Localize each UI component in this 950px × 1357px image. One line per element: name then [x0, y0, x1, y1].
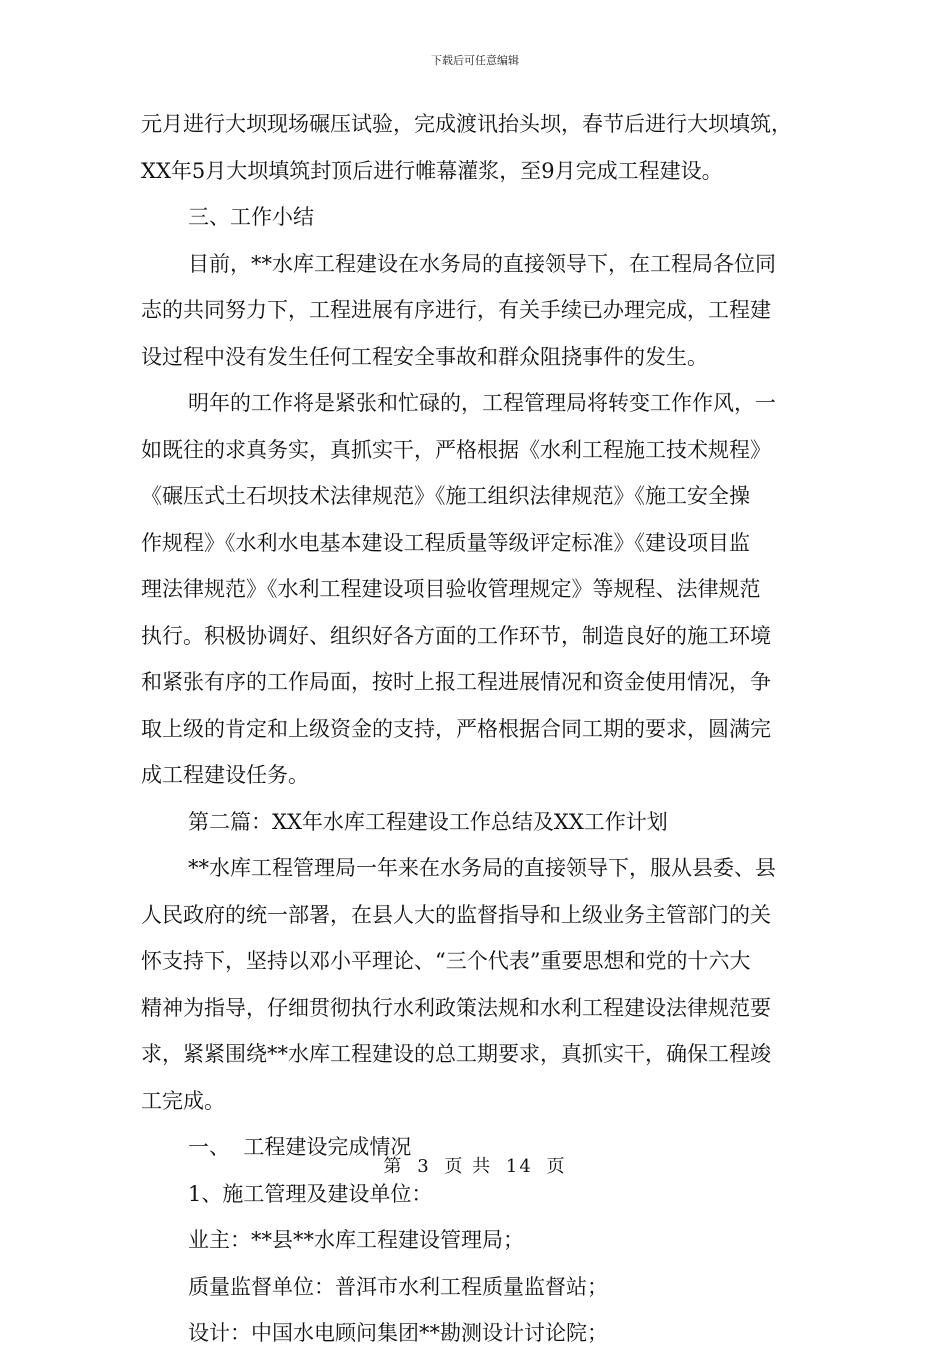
body-line: 元月进行大坝现场碾压试验，完成渡讯抬头坝，春节后进行大坝填筑， [141, 112, 792, 136]
body-line: 怀支持下，坚持以邓小平理论、“三个代表”重要思想和党的十六大 [141, 949, 751, 973]
body-line: 设过程中没有发生任何工程安全事故和群众阻挠事件的发生。 [141, 344, 708, 369]
body-line: 作规程》《水利水电基本建设工程质量等级评定标准》《建设项目监 [141, 530, 750, 555]
section-heading: 三、工作小结 [188, 205, 314, 229]
article-title: 第二篇：XX年水库工程建设工作总结及XX工作计划 [188, 809, 668, 834]
page-header: 下载后可任意编辑 [431, 54, 519, 67]
section-heading: 一、 工程建设完成情况 [188, 1135, 412, 1159]
body-line: 和紧张有序的工作局面，按时上报工程进展情况和资金使用情况，争 [141, 670, 771, 694]
subsection-heading: 1、施工管理及建设单位： [188, 1181, 433, 1206]
footer-suffix: 页 [546, 1156, 567, 1177]
total-pages: 14 [505, 1156, 533, 1177]
body-line: 理法律规范》《水利工程建设项目验收管理规定》等规程、法律规范 [141, 577, 761, 601]
footer-prefix: 第 [383, 1156, 404, 1177]
body-line: **水库工程管理局一年来在水务局的直接领导下，服从县委、县 [188, 856, 776, 880]
list-item: 质量监督单位：普洱市水利工程质量监督站； [188, 1274, 608, 1299]
body-line: 成工程建设任务。 [141, 763, 309, 787]
list-item: 设计：中国水电顾问集团**勘测设计讨论院； [188, 1321, 608, 1345]
list-item: 业主：**县**水库工程建设管理局； [188, 1228, 524, 1252]
body-line: 执行。积极协调好、组织好各方面的工作环节，制造良好的施工环境 [141, 623, 771, 648]
body-line: 精神为指导，仔细贯彻执行水利政策法规和水利工程建设法律规范要 [141, 995, 771, 1020]
page-footer [0, 1152, 950, 1178]
body-line: 取上级的肯定和上级资金的支持，严格根据合同工期的要求，圆满完 [141, 716, 771, 741]
body-line: 志的共同努力下，工程进展有序进行，有关手续已办理完成，工程建 [141, 298, 771, 322]
body-line: 明年的工作将是紧张和忙碌的，工程管理局将转变工作作风，一 [188, 391, 776, 415]
body-line: 求，紧紧围绕**水库工程建设的总工期要求，真抓实干，确保工程竣 [141, 1042, 771, 1066]
body-line: 如既往的求真务实，真抓实干，严格根据《水利工程施工技术规程》 [141, 437, 771, 462]
body-line: 人民政府的统一部署，在县人大的监督指导和上级业务主管部门的关 [141, 902, 771, 927]
page-number: 3 [417, 1156, 431, 1177]
body-line: XX年5月大坝填筑封顶后进行帷幕灌浆，至9月完成工程建设。 [141, 158, 723, 183]
footer-middle: 页 共 [444, 1156, 493, 1177]
body-line: 工完成。 [141, 1088, 225, 1113]
body-line: 目前，**水库工程建设在水务局的直接领导下，在工程局各位同 [188, 251, 776, 276]
body-line: 《碾压式土石坝技术法律规范》《施工组织法律规范》《施工安全操 [141, 484, 750, 508]
